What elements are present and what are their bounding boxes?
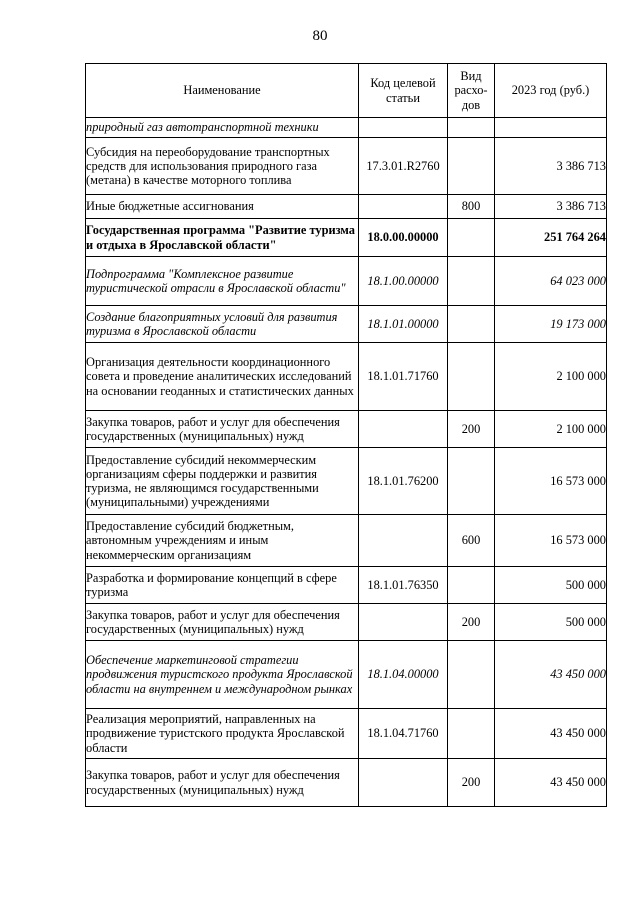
cell-sum: 2 100 000 [495,411,607,448]
cell-code: 18.1.00.00000 [359,257,448,306]
cell-sum: 64 023 000 [495,257,607,306]
table-header-row [86,64,607,118]
cell-vid: 600 [448,515,495,567]
header-vid: Вид расхо-дов [448,64,495,118]
table-row [86,343,607,411]
cell-sum: 19 173 000 [495,306,607,343]
cell-sum: 251 764 264 [495,219,607,257]
cell-name: Реализация мероприятий, направленных на продвижение туристского продукта Ярославской области [86,709,359,759]
cell-code: 18.1.04.71760 [359,709,448,759]
table-row [86,448,607,515]
cell-vid [448,343,495,411]
cell-code [359,118,448,138]
cell-name: Государственная программа "Развитие туризма и отдыха в Ярославской области" [86,219,359,257]
cell-code: 18.0.00.00000 [359,219,448,257]
cell-vid [448,448,495,515]
cell-sum: 16 573 000 [495,448,607,515]
cell-vid [448,138,495,195]
cell-vid [448,118,495,138]
cell-vid [448,219,495,257]
page-number: 80 [312,28,328,44]
cell-name: Иные бюджетные ассигнования [86,195,359,219]
cell-vid [448,567,495,604]
cell-vid [448,306,495,343]
cell-code [359,759,448,807]
cell-name: Закупка товаров, работ и услуг для обеспечения государственных (муниципальных) нужд [86,759,359,807]
table-row [86,515,607,567]
cell-name: Предоставление субсидий бюджетным, автономным учреждениям и иным некоммерческим организациям [86,515,359,567]
cell-code: 18.1.04.00000 [359,641,448,709]
table-row [86,411,607,448]
cell-code: 18.1.01.00000 [359,306,448,343]
cell-name: Субсидия на переоборудование транспортных средств для использования природного газа (метана) в качестве моторного топлива [86,138,359,195]
cell-sum: 3 386 713 [495,195,607,219]
cell-name: Организация деятельности координационного совета и проведение аналитических исследований на основании геоданных и статистических данных [86,343,359,411]
cell-sum: 500 000 [495,567,607,604]
table-row [86,219,607,257]
cell-code: 18.1.01.71760 [359,343,448,411]
table-row [86,195,607,219]
table-row [86,709,607,759]
cell-code: 18.1.01.76350 [359,567,448,604]
cell-code: 18.1.01.76200 [359,448,448,515]
table-row [86,604,607,641]
cell-name: Закупка товаров, работ и услуг для обеспечения государственных (муниципальных) нужд [86,411,359,448]
cell-vid [448,641,495,709]
cell-name: Подпрограмма "Комплексное развитие туристической отрасли в Ярославской области" [86,257,359,306]
cell-code [359,515,448,567]
cell-sum [495,118,607,138]
cell-code: 17.3.01.R2760 [359,138,448,195]
cell-sum: 500 000 [495,604,607,641]
cell-code [359,195,448,219]
budget-table [85,63,607,807]
cell-vid: 200 [448,759,495,807]
cell-sum: 2 100 000 [495,343,607,411]
cell-sum: 43 450 000 [495,641,607,709]
table-row [86,641,607,709]
cell-vid: 200 [448,411,495,448]
cell-name: Обеспечение маркетинговой стратегии продвижения туристского продукта Ярославской области на внутреннем и международном рынках [86,641,359,709]
cell-sum: 16 573 000 [495,515,607,567]
header-name: Наименование [86,64,359,118]
cell-sum: 43 450 000 [495,759,607,807]
table-row [86,306,607,343]
table-row [86,138,607,195]
table-row [86,118,607,138]
cell-vid: 800 [448,195,495,219]
cell-code [359,411,448,448]
table-row [86,759,607,807]
header-sum: 2023 год (руб.) [495,64,607,118]
cell-vid [448,257,495,306]
cell-sum: 43 450 000 [495,709,607,759]
cell-name: природный газ автотранспортной техники [86,118,359,138]
cell-vid: 200 [448,604,495,641]
table-row [86,257,607,306]
cell-sum: 3 386 713 [495,138,607,195]
table-row [86,567,607,604]
cell-name: Закупка товаров, работ и услуг для обеспечения государственных (муниципальных) нужд [86,604,359,641]
header-code: Код целевой статьи [359,64,448,118]
cell-name: Разработка и формирование концепций в сфере туризма [86,567,359,604]
cell-name: Предоставление субсидий некоммерческим организациям сферы поддержки и развития туризма, не являющимся государственными (муниципальными) учреждениями [86,448,359,515]
cell-vid [448,709,495,759]
cell-name: Создание благоприятных условий для развития туризма в Ярославской области [86,306,359,343]
cell-code [359,604,448,641]
